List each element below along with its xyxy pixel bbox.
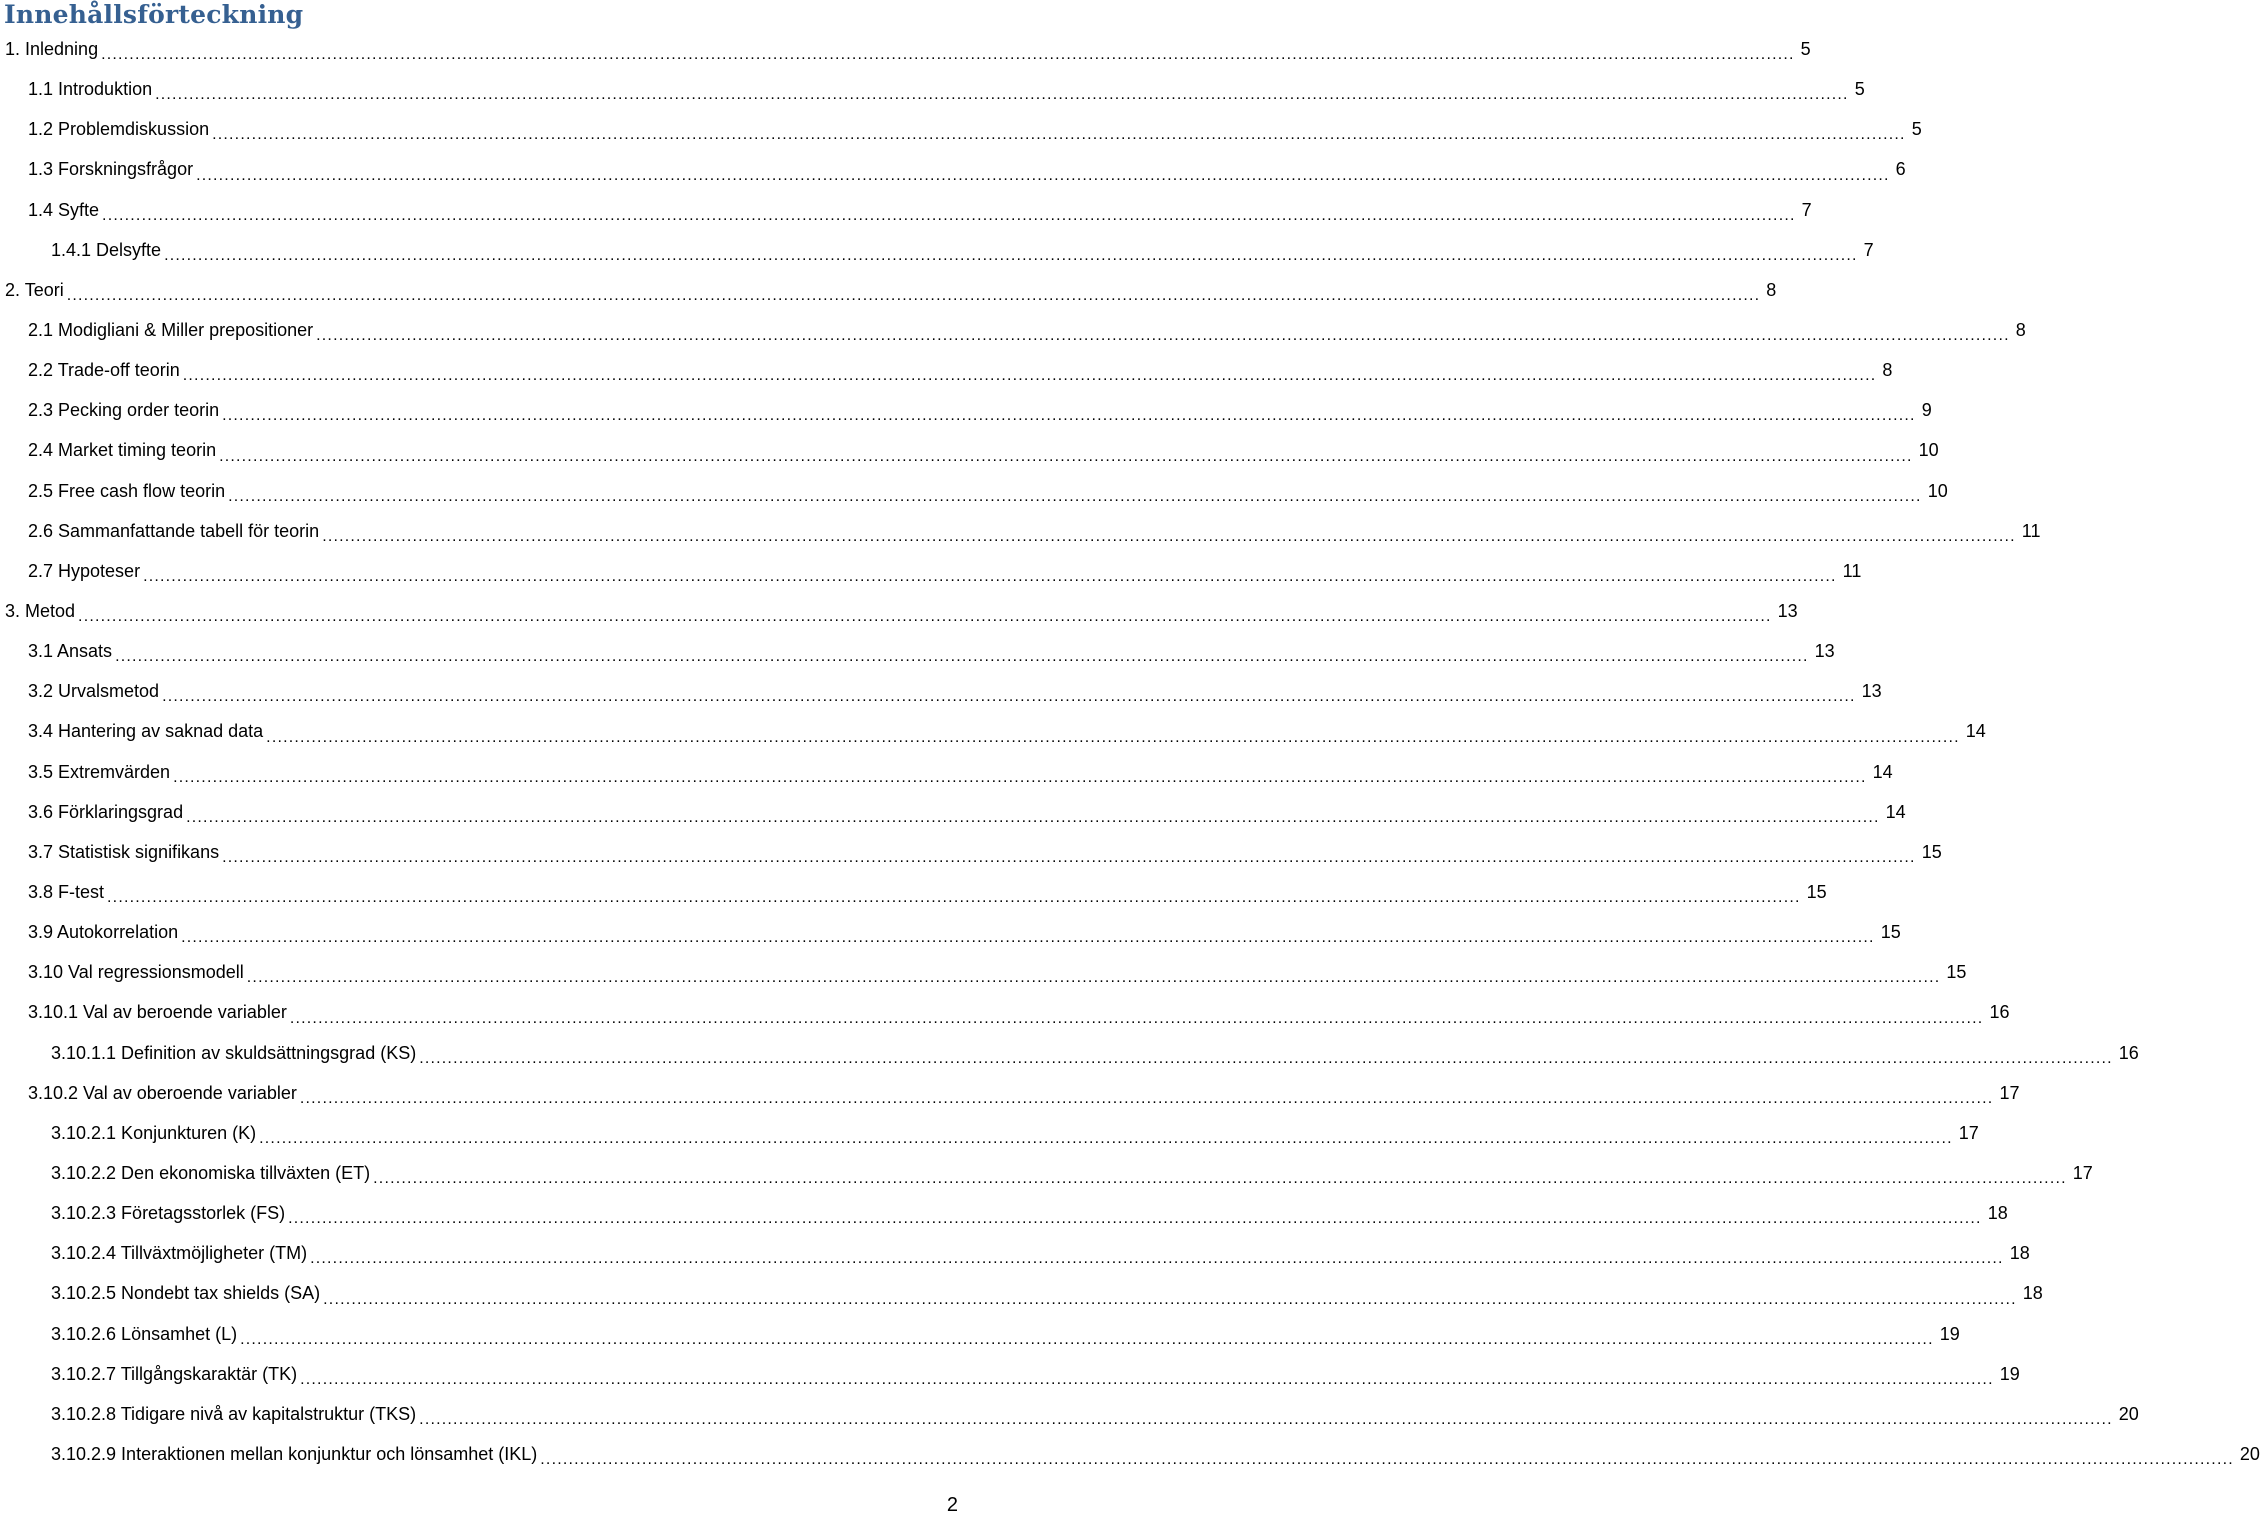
- toc-entry-label: 3.10.2.6 Lönsamhet (L): [51, 1323, 238, 1344]
- toc-entry-label: 2.3 Pecking order teorin: [28, 400, 220, 421]
- toc-entry[interactable]: [0, 109, 1922, 149]
- toc-entry-page: 13: [1814, 641, 1835, 662]
- toc-entry[interactable]: [0, 631, 1835, 671]
- toc-entry-page: 17: [1999, 1082, 2020, 1103]
- toc-entry[interactable]: [0, 310, 2026, 350]
- toc-entry[interactable]: [0, 1073, 2020, 1113]
- toc-entry-label: 1.1 Introduktion: [28, 79, 153, 100]
- dot-leader: ............................................................................................................................................................................................................................................................................................................: [419, 1410, 2113, 1428]
- toc-entry-label: 3.10 Val regressionsmodell: [28, 962, 244, 983]
- toc-entry-label: 2.1 Modigliani & Miller prepositioner: [28, 320, 314, 341]
- dot-leader: ............................................................................................................................................................................................................................................................................................................: [219, 447, 1913, 465]
- toc-entry[interactable]: [0, 1153, 2093, 1193]
- toc-entry[interactable]: [0, 1394, 2139, 1434]
- toc-entry[interactable]: [0, 1233, 2030, 1273]
- toc-entry-page: 18: [2022, 1283, 2043, 1304]
- toc-entry-label: 3.5 Extremvärden: [28, 761, 171, 782]
- toc-entry[interactable]: [0, 952, 1967, 992]
- dot-leader: ............................................................................................................................................................................................................................................................................................................: [182, 367, 1877, 385]
- toc-entry-label: 3.10.2.2 Den ekonomiska tillväxten (ET): [51, 1163, 371, 1183]
- dot-leader: ............................................................................................................................................................................................................................................................................................................: [101, 46, 1795, 64]
- toc-entry-page: 6: [1895, 159, 1906, 180]
- toc-entry-page: 8: [1766, 279, 1777, 300]
- toc-entry-page: 13: [1777, 601, 1798, 622]
- toc-entry[interactable]: [0, 511, 2041, 551]
- toc-entry-page: 11: [1842, 560, 1862, 581]
- toc-entry-page: 5: [1854, 79, 1865, 100]
- toc-entry[interactable]: [0, 872, 1827, 912]
- dot-leader: ............................................................................................................................................................................................................................................................................................................: [173, 768, 1867, 786]
- dot-leader: ............................................................................................................................................................................................................................................................................................................: [228, 487, 1922, 505]
- dot-leader: ............................................................................................................................................................................................................................................................................................................: [102, 206, 1796, 224]
- dot-leader: ............................................................................................................................................................................................................................................................................................................: [373, 1170, 2067, 1188]
- dot-leader: ............................................................................................................................................................................................................................................................................................................: [66, 286, 1761, 304]
- table-of-contents: [0, 29, 2260, 1474]
- toc-entry[interactable]: [0, 230, 1874, 270]
- dot-leader: ............................................................................................................................................................................................................................................................................................................: [222, 848, 1916, 866]
- toc-entry[interactable]: [0, 1273, 2043, 1313]
- toc-entry-label: 1.3 Forskningsfrågor: [28, 159, 194, 180]
- toc-entry[interactable]: [0, 149, 1906, 189]
- toc-entry-page: 7: [1863, 239, 1874, 260]
- toc-entry-label: 3.10.2 Val av oberoende variabler: [28, 1082, 297, 1103]
- toc-entry-label: 2.4 Market timing teorin: [28, 440, 217, 461]
- toc-entry[interactable]: [0, 430, 1939, 470]
- toc-entry[interactable]: [0, 591, 1798, 631]
- toc-entry-page: 18: [2009, 1243, 2030, 1264]
- toc-entry[interactable]: [0, 1193, 2008, 1233]
- toc-entry-label: 2.2 Trade-off teorin: [28, 360, 180, 381]
- toc-entry[interactable]: [0, 1434, 2260, 1474]
- toc-entry-label: 3.4 Hantering av saknad data: [28, 721, 264, 742]
- toc-entry-page: 15: [1806, 882, 1827, 903]
- toc-entry-page: 8: [1882, 360, 1893, 381]
- toc-entry-page: 15: [1946, 962, 1967, 983]
- toc-entry[interactable]: [0, 792, 1906, 832]
- toc-entry-label: 2.6 Sammanfattande tabell för teorin: [28, 520, 320, 541]
- toc-entry-page: 8: [2015, 320, 2026, 341]
- toc-entry-label: 3.10.2.4 Tillväxtmöjligheter (TM): [51, 1243, 308, 1264]
- dot-leader: ............................................................................................................................................................................................................................................................................................................: [78, 608, 1772, 626]
- dot-leader: ............................................................................................................................................................................................................................................................................................................: [246, 969, 1941, 987]
- toc-entry-label: 3.10.2.1 Konjunkturen (K): [51, 1122, 257, 1143]
- toc-entry-page: 17: [2072, 1163, 2093, 1183]
- toc-entry-page: 20: [2118, 1403, 2139, 1424]
- toc-entry-label: 3.10.1.1 Definition av skuldsättningsgrad (KS): [51, 1042, 417, 1063]
- toc-entry-page: 17: [1958, 1122, 1979, 1143]
- toc-entry-label: 3.1 Ansats: [28, 641, 113, 662]
- toc-entry[interactable]: [0, 711, 1986, 751]
- toc-entry-page: 19: [1999, 1363, 2020, 1384]
- toc-entry-page: 11: [2021, 520, 2041, 541]
- toc-entry[interactable]: [0, 912, 1901, 952]
- toc-entry-label: 2.7 Hypoteser: [28, 560, 141, 581]
- toc-entry-label: 3.7 Statistisk signifikans: [28, 841, 220, 862]
- toc-entry-label: 1.4.1 Delsyfte: [51, 239, 162, 260]
- toc-entry-page: 18: [1987, 1203, 2008, 1224]
- dot-leader: ............................................................................................................................................................................................................................................................................................................: [299, 1089, 1994, 1107]
- toc-entry-label: 1.4 Syfte: [28, 199, 100, 220]
- toc-entry-label: 3.2 Urvalsmetod: [28, 681, 160, 702]
- page-title: Innehållsförteckning: [4, 0, 304, 29]
- toc-entry[interactable]: [0, 471, 1948, 511]
- toc-entry[interactable]: [0, 390, 1932, 430]
- dot-leader: ............................................................................................................................................................................................................................................................................................................: [300, 1370, 1994, 1388]
- toc-entry-page: 15: [1880, 922, 1901, 943]
- dot-leader: ............................................................................................................................................................................................................................................................................................................: [323, 1290, 2017, 1308]
- toc-entry[interactable]: [0, 190, 1812, 230]
- dot-leader: ............................................................................................................................................................................................................................................................................................................: [107, 889, 1801, 907]
- dot-leader: ............................................................................................................................................................................................................................................................................................................: [289, 1009, 1984, 1027]
- toc-entry[interactable]: [0, 1113, 1979, 1153]
- dot-leader: ............................................................................................................................................................................................................................................................................................................: [266, 728, 1960, 746]
- toc-entry[interactable]: [0, 992, 2010, 1032]
- dot-leader: ............................................................................................................................................................................................................................................................................................................: [162, 688, 1856, 706]
- toc-entry-label: 3. Metod: [5, 601, 76, 622]
- toc-entry[interactable]: [0, 671, 1882, 711]
- dot-leader: ............................................................................................................................................................................................................................................................................................................: [196, 166, 1890, 184]
- toc-entry[interactable]: [0, 69, 1865, 109]
- dot-leader: ............................................................................................................................................................................................................................................................................................................: [222, 407, 1916, 425]
- toc-entry-label: 3.10.2.5 Nondebt tax shields (SA): [51, 1283, 321, 1304]
- toc-entry-page: 14: [1965, 721, 1986, 742]
- toc-entry-label: 3.10.2.8 Tidigare nivå av kapitalstruktur (TKS): [51, 1403, 417, 1424]
- toc-entry-page: 15: [1921, 841, 1942, 862]
- toc-entry[interactable]: [0, 832, 1942, 872]
- toc-entry-page: 10: [1927, 480, 1948, 501]
- toc-entry[interactable]: [0, 1354, 2020, 1394]
- toc-entry-page: 13: [1861, 681, 1882, 702]
- toc-entry-label: 3.8 F-test: [28, 882, 105, 903]
- dot-leader: ............................................................................................................................................................................................................................................................................................................: [322, 527, 2016, 545]
- toc-entry-label: 3.6 Förklaringsgrad: [28, 801, 184, 822]
- dot-leader: ............................................................................................................................................................................................................................................................................................................: [310, 1250, 2004, 1268]
- toc-entry-label: 3.9 Autokorrelation: [28, 922, 179, 943]
- toc-entry-page: 7: [1801, 199, 1812, 220]
- dot-leader: ............................................................................................................................................................................................................................................................................................................: [155, 86, 1849, 104]
- dot-leader: ............................................................................................................................................................................................................................................................................................................: [186, 808, 1880, 826]
- dot-leader: ............................................................................................................................................................................................................................................................................................................: [143, 567, 1837, 585]
- toc-entry-page: 16: [2118, 1042, 2139, 1063]
- toc-entry-page: 20: [2239, 1443, 2260, 1464]
- toc-entry-page: 16: [1989, 1002, 2010, 1023]
- page-number: 2: [946, 1494, 958, 1516]
- dot-leader: ............................................................................................................................................................................................................................................................................................................: [419, 1049, 2113, 1067]
- toc-entry-label: 3.10.2.3 Företagsstorlek (FS): [51, 1203, 286, 1224]
- toc-entry[interactable]: [0, 551, 1862, 591]
- toc-entry[interactable]: [0, 29, 1811, 69]
- dot-leader: ............................................................................................................................................................................................................................................................................................................: [288, 1210, 1982, 1228]
- toc-entry[interactable]: [0, 350, 1893, 390]
- toc-entry-page: 5: [1911, 119, 1922, 140]
- dot-leader: ............................................................................................................................................................................................................................................................................................................: [540, 1451, 2234, 1469]
- toc-entry-label: 2.5 Free cash flow teorin: [28, 480, 226, 501]
- toc-entry-label: 2. Teori: [5, 279, 64, 300]
- toc-entry-label: 1. Inledning: [5, 39, 99, 60]
- toc-entry[interactable]: [0, 270, 1777, 310]
- dot-leader: ............................................................................................................................................................................................................................................................................................................: [316, 327, 2010, 345]
- dot-leader: ............................................................................................................................................................................................................................................................................................................: [259, 1129, 1953, 1147]
- toc-entry-label: 1.2 Problemdiskussion: [28, 119, 210, 140]
- toc-entry[interactable]: [0, 1033, 2139, 1073]
- toc-entry-page: 5: [1800, 39, 1811, 60]
- toc-entry-page: 10: [1918, 440, 1939, 461]
- toc-entry-label: 3.10.1 Val av beroende variabler: [28, 1002, 287, 1023]
- dot-leader: ............................................................................................................................................................................................................................................................................................................: [164, 246, 1858, 264]
- dot-leader: ............................................................................................................................................................................................................................................................................................................: [240, 1330, 1934, 1348]
- toc-entry-label: 3.10.2.7 Tillgångskaraktär (TK): [51, 1363, 298, 1384]
- toc-entry-page: 14: [1885, 801, 1906, 822]
- dot-leader: ............................................................................................................................................................................................................................................................................................................: [115, 648, 1809, 666]
- toc-entry-page: 19: [1939, 1323, 1960, 1344]
- toc-entry-page: 14: [1872, 761, 1893, 782]
- toc-entry-label: 3.10.2.9 Interaktionen mellan konjunktur och lönsamhet (IKL): [51, 1443, 538, 1464]
- toc-entry-page: 9: [1921, 400, 1932, 421]
- toc-entry[interactable]: [0, 1314, 1960, 1354]
- dot-leader: ............................................................................................................................................................................................................................................................................................................: [212, 126, 1906, 144]
- toc-entry[interactable]: [0, 752, 1893, 792]
- dot-leader: ............................................................................................................................................................................................................................................................................................................: [181, 929, 1875, 947]
